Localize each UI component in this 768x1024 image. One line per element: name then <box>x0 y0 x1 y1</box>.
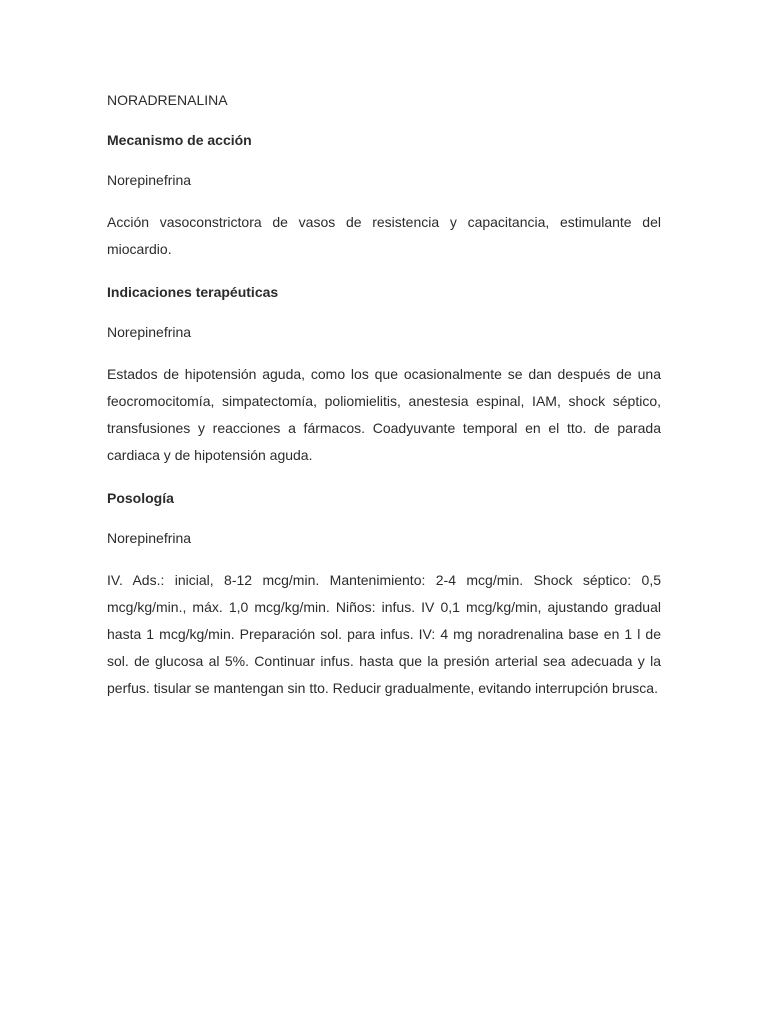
section-heading: Posología <box>107 490 174 506</box>
section-heading: Mecanismo de acción <box>107 132 252 148</box>
section-posologia <box>107 487 661 702</box>
drug-name: Norepinefrina <box>107 172 192 188</box>
section-mecanismo <box>107 129 661 263</box>
section-heading: Indicaciones terapéuticas <box>107 284 279 300</box>
drug-name: Norepinefrina <box>107 324 192 340</box>
drug-name: Norepinefrina <box>107 530 192 546</box>
section-text: IV. Ads.: inicial, 8-12 mcg/min. Mantenimiento: 2-4 mcg/min. Shock séptico: 0,5 mcg/kg/min., máx. 1,0 mcg/kg/min. Niños: infus. IV 0,1 mcg/kg/min, ajustando gradual hasta 1 mcg/kg/min. Preparación sol. para infus. IV: 4 mg noradrenalina base en 1 l de sol. de glucosa al 5%. Continuar infus. hasta que la presión arterial sea adecuada y la perfus. tisular se mantengan sin tto. Reducir gradualmente, evitando interrupción brusca. <box>107 572 661 696</box>
section-indicaciones <box>107 281 661 469</box>
document-title: NORADRENALINA <box>107 92 228 108</box>
section-text: Acción vasoconstrictora de vasos de resistencia y capacitancia, estimulante del miocardio. <box>107 214 661 257</box>
section-text: Estados de hipotensión aguda, como los que ocasionalmente se dan después de una feocromocitomía, simpatectomía, poliomielitis, anestesia espinal, IAM, shock séptico, transfusiones y reacciones a fármacos. Coadyuvante temporal en el tto. de parada cardiaca y de hipotensión aguda. <box>107 366 661 463</box>
